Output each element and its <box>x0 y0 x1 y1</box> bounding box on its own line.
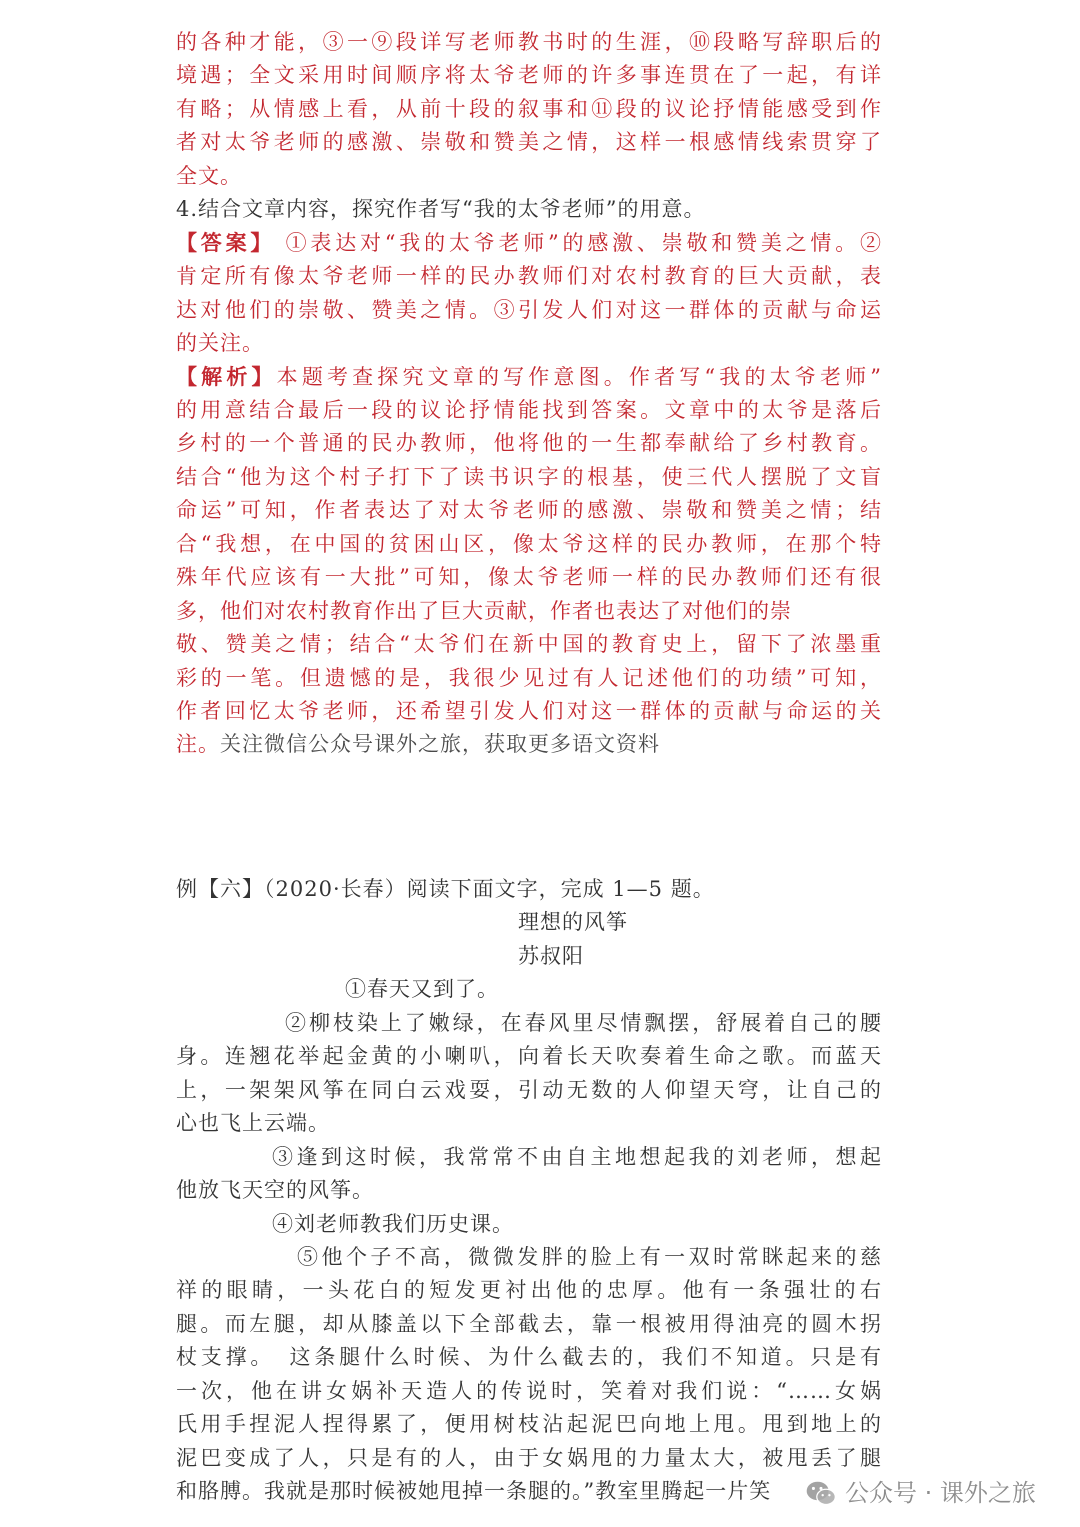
answer-section-line <box>176 663 882 693</box>
example-section-line <box>176 1075 882 1105</box>
answer-section-line <box>176 529 882 559</box>
answer-section-line <box>176 428 882 458</box>
watermark <box>805 1478 1036 1508</box>
answer-tag: 【解析】 <box>176 363 277 389</box>
line-text: 境遇；全文采用时间顺序将太爷老师的许多事连贯在了一起，有详 <box>176 63 882 88</box>
line-text: 达对他们的崇敬、赞美之情。③引发人们对这一群体的贡献与命运 <box>176 297 882 322</box>
line-text: 一次，他在讲女娲补天造人的传说时，笑着对我们说：“……女娲 <box>176 1378 882 1403</box>
answer-section-line <box>176 596 792 626</box>
answer-section-line <box>176 127 882 157</box>
line-text: ④刘老师教我们历史课。 <box>272 1211 514 1236</box>
example-section-line <box>297 1242 882 1272</box>
example-section-line <box>518 907 628 937</box>
example-section-line <box>176 1476 771 1506</box>
example-section-line <box>285 1008 882 1038</box>
line-text: 的用意结合最后一段的议论抒情能找到答案。文章中的太爷是落后 <box>176 397 882 422</box>
example-section-line <box>272 1209 514 1239</box>
line-text: 腿。而左腿，却从膝盖以下全部截去，靠一根被用得油亮的圆木拐 <box>176 1311 882 1336</box>
line-text: 肯定所有像太爷老师一样的民办教师们对农村教育的巨大贡献，表 <box>176 264 882 289</box>
answer-section-line <box>176 395 882 425</box>
line-text: 彩的一笔。但遗憾的是，我很少见过有人记述他们的功绩”可知， <box>176 665 882 690</box>
answer-tag: 【答案】 <box>176 229 276 255</box>
line-text: 氏用手捏泥人捏得累了，便用树枝沾起泥巴向地上甩。甩到地上的 <box>176 1412 882 1437</box>
example-section-line <box>176 1041 882 1071</box>
example-section-line <box>176 1342 882 1372</box>
answer-section-line <box>176 495 882 525</box>
line-text: 殊年代应该有一大批”可知，像太爷老师一样的民办教师们还有很 <box>176 565 882 590</box>
line-text: 敬、赞美之情；结合“太爷们在新中国的教育史上，留下了浓墨重 <box>176 632 882 657</box>
line-text: 祥的眼睛，一头花白的短发更衬出他的忠厚。他有一条强壮的右 <box>176 1278 882 1303</box>
wechat-icon <box>805 1479 837 1508</box>
promo-text: 关注微信公众号课外之旅，获取更多语文资料 <box>220 732 660 757</box>
answer-section-line <box>176 328 264 358</box>
line-text: 和胳膊。我就是那时候被她甩掉一条腿的。”教室里腾起一片笑 <box>176 1479 772 1504</box>
example-section-line <box>176 1175 374 1205</box>
line-text: 苏叔阳 <box>518 943 584 968</box>
line-text: 心也飞上云端。 <box>176 1111 330 1136</box>
answer-section-line <box>176 194 706 224</box>
line-text: ③逢到这时候，我常常不由自主地想起我的刘老师，想起 <box>272 1144 882 1169</box>
example-section-line <box>272 1142 882 1172</box>
answer-section-line <box>176 295 882 325</box>
line-text: 例【六】（2020·长春）阅读下面文字，完成 1—5 题。 <box>176 877 715 901</box>
example-section-line <box>176 874 715 904</box>
line-text: 合“我想，在中国的贫困山区，像太爷这样的民办教师，在那个特 <box>176 531 882 556</box>
line-text: 结合“他为这个村子打下了读书识字的根基，使三代人摆脱了文盲 <box>176 464 882 489</box>
line-text: 的关注。 <box>176 331 264 356</box>
answer-section-line <box>176 27 882 57</box>
answer-section-line <box>176 629 882 659</box>
line-text: 者对太爷老师的感激、崇敬和赞美之情，这样一根感情线索贯穿了 <box>176 130 882 155</box>
line-text: 全文。 <box>176 163 242 188</box>
line-text: 有略；从情感上看，从前十段的叙事和⑪段的议论抒情能感受到作 <box>176 96 882 121</box>
line-text: 他放飞天空的风筝。 <box>176 1178 374 1203</box>
line-text: 泥巴变成了人，只是有的人，由于女娲甩的力量太大，被甩丢了腿 <box>176 1445 882 1470</box>
example-section-line <box>518 941 584 971</box>
answer-section-line <box>176 161 242 191</box>
line-text: 命运”可知，作者表达了对太爷老师的感激、崇敬和赞美之情；结 <box>176 498 882 523</box>
example-section-line <box>176 1275 882 1305</box>
answer-section-line <box>176 729 660 759</box>
line-text: 本题考查探究文章的写作意图。作者写“我的太爷老师” <box>276 364 882 389</box>
example-section-line <box>176 1376 882 1406</box>
example-section-line <box>176 1409 882 1439</box>
line-text: ①春天又到了。 <box>345 977 499 1002</box>
example-section-line <box>176 1443 882 1473</box>
answer-section-line <box>176 562 882 592</box>
line-text: 作者回忆太爷老师，还希望引发人们对这一群体的贡献与命运的关 <box>176 699 882 723</box>
line-text: 乡村的一个普通的民办教师，他将他的一生都奉献给了乡村教育。 <box>176 431 882 456</box>
watermark-text: 公众号 · 课外之旅 <box>845 1479 1036 1507</box>
line-text: 多，他们对农村教育作出了巨大贡献，作者也表达了对他们的崇 <box>176 598 792 623</box>
answer-section-line <box>176 261 882 291</box>
line-text: 理想的风筝 <box>518 910 628 935</box>
line-text: 注。 <box>176 732 220 757</box>
line-text: ⑤他个子不高，微微发胖的脸上有一双时常眯起来的慈 <box>297 1244 882 1269</box>
line-text: ②柳枝染上了嫩绿，在春风里尽情飘摆，舒展着自己的腰 <box>285 1010 882 1035</box>
line-text: 4.结合文章内容，探究作者写“我的太爷老师”的用意。 <box>176 197 706 222</box>
answer-section-line <box>176 228 882 258</box>
line-text: 上，一架架风筝在同白云戏耍，引动无数的人仰望天穹，让自己的 <box>176 1077 882 1102</box>
example-section-line <box>176 1108 330 1138</box>
answer-section-line <box>176 60 882 90</box>
example-section-line <box>345 974 499 1004</box>
line-text: 的各种才能，③一⑨段详写老师教书时的生涯，⑩段略写辞职后的 <box>176 30 882 54</box>
line-text: 杖支撑。 这条腿什么时候、为什么截去的，我们不知道。只是有 <box>176 1345 882 1370</box>
answer-section-line <box>176 696 882 726</box>
answer-section-line <box>176 362 882 392</box>
answer-section-line <box>176 462 882 492</box>
line-text: ①表达对“我的太爷老师”的感激、崇敬和赞美之情。② <box>275 230 882 255</box>
line-text: 身。连翘花举起金黄的小喇叭，向着长天吹奏着生命之歌。而蓝天 <box>176 1044 882 1069</box>
example-section-line <box>176 1309 882 1339</box>
answer-section-line <box>176 94 882 124</box>
